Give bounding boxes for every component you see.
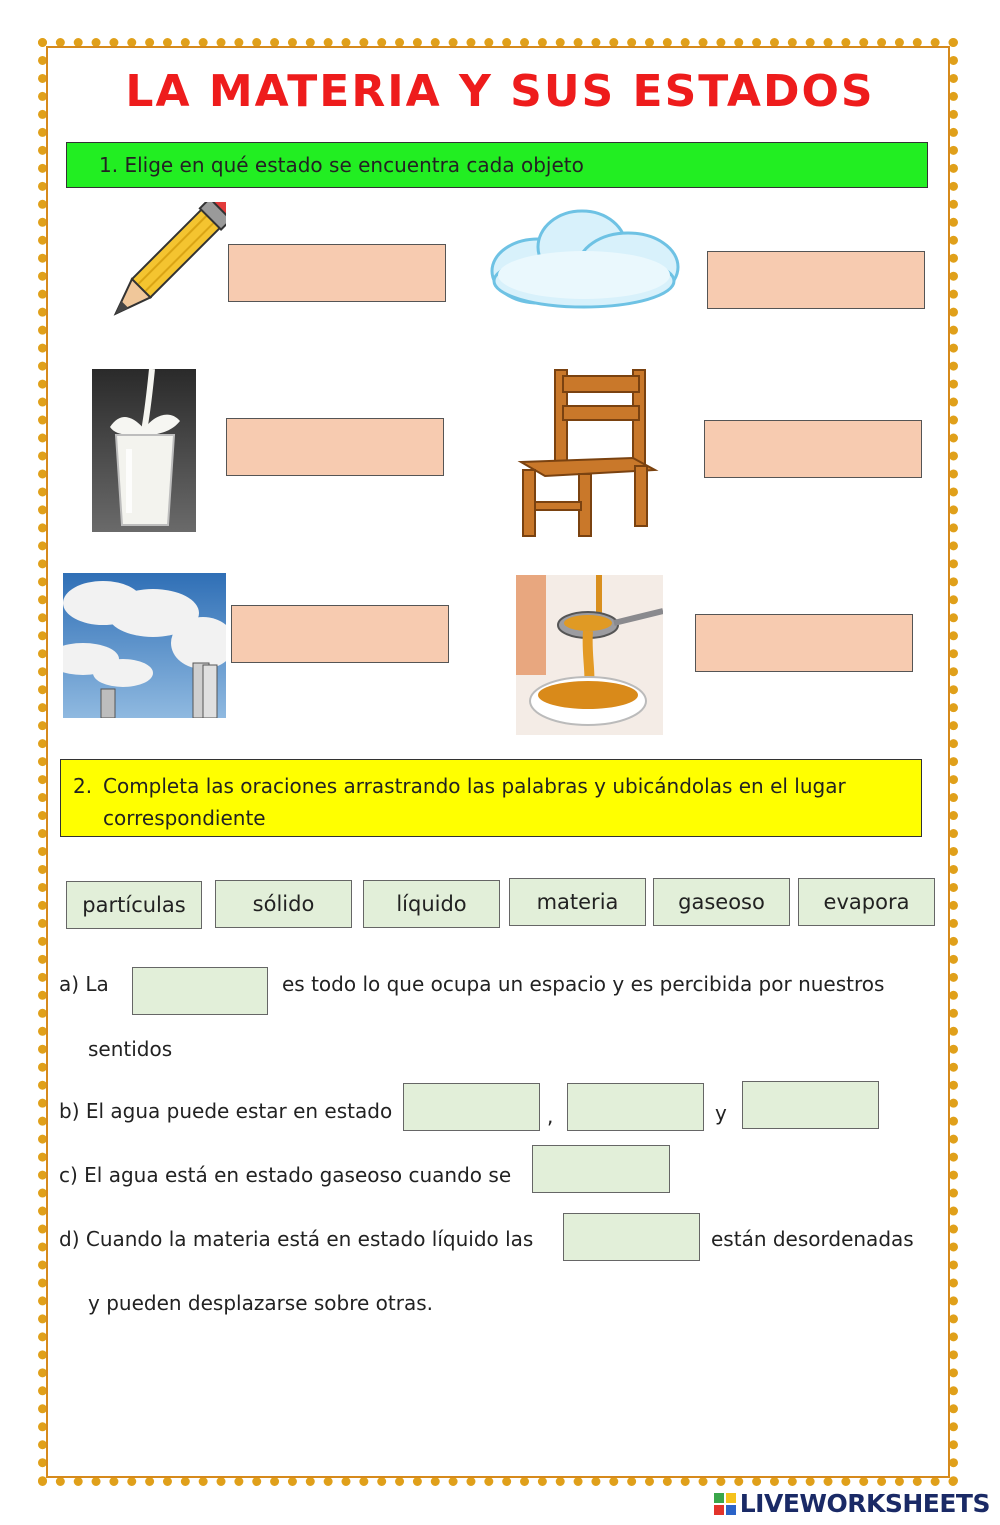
sentence-b-label: b) El agua puede estar en estado bbox=[59, 1099, 393, 1123]
footer-brand bbox=[714, 1489, 990, 1519]
answer-box-chair[interactable] bbox=[704, 420, 922, 478]
section2-text: Completa las oraciones arrastrando las palabras y ubicándolas en el lugar correspondiente bbox=[103, 774, 846, 830]
liveworksheets-logo-icon bbox=[714, 1493, 736, 1515]
answer-box-smoke[interactable] bbox=[231, 605, 449, 663]
drop-box-b3[interactable] bbox=[742, 1081, 879, 1129]
milk-glass-image bbox=[92, 369, 196, 532]
section1-instruction: 1. Elige en qué estado se encuentra cada objeto bbox=[66, 142, 928, 188]
sentence-c-label: c) El agua está en estado gaseoso cuando se bbox=[59, 1163, 512, 1187]
pencil-image bbox=[86, 202, 226, 342]
drop-box-c[interactable] bbox=[532, 1145, 670, 1193]
sentence-b-comma: , bbox=[547, 1104, 554, 1128]
answer-box-pencil[interactable] bbox=[228, 244, 446, 302]
answer-box-honey[interactable] bbox=[695, 614, 913, 672]
sentence-d-text: están desordenadas bbox=[711, 1227, 914, 1251]
word-chip-liquido[interactable]: líquido bbox=[363, 880, 500, 928]
factory-smoke-image bbox=[63, 573, 226, 718]
sentence-a-line2: sentidos bbox=[88, 1037, 173, 1061]
chair-image bbox=[515, 366, 665, 542]
drop-box-a[interactable] bbox=[132, 967, 268, 1015]
cloud-image bbox=[478, 205, 692, 313]
sentence-a-label: a) La bbox=[59, 972, 109, 996]
brand-name: LIVEWORKSHEETS bbox=[739, 1489, 990, 1518]
sentence-a-text: es todo lo que ocupa un espacio y es percibida por nuestros bbox=[282, 972, 885, 996]
word-chip-gaseoso[interactable]: gaseoso bbox=[653, 878, 790, 926]
drop-box-d[interactable] bbox=[563, 1213, 700, 1261]
answer-box-cloud[interactable] bbox=[707, 251, 925, 309]
honey-spoon-image bbox=[516, 575, 663, 735]
answer-box-milk[interactable] bbox=[226, 418, 444, 476]
word-chip-materia[interactable]: materia bbox=[509, 878, 646, 926]
section2-number: 2. bbox=[73, 774, 93, 798]
sentence-d-label: d) Cuando la materia está en estado líquido las bbox=[59, 1227, 534, 1251]
sentence-b-and: y bbox=[715, 1101, 727, 1125]
word-chip-particulas[interactable]: partículas bbox=[66, 881, 202, 929]
page-title: LA MATERIA Y SUS ESTADOS bbox=[125, 66, 875, 117]
drop-box-b2[interactable] bbox=[567, 1083, 704, 1131]
word-chip-solido[interactable]: sólido bbox=[215, 880, 352, 928]
drop-box-b1[interactable] bbox=[403, 1083, 540, 1131]
word-chip-evapora[interactable]: evapora bbox=[798, 878, 935, 926]
sentence-d-line2: y pueden desplazarse sobre otras. bbox=[88, 1291, 434, 1315]
section2-instruction bbox=[60, 759, 922, 837]
